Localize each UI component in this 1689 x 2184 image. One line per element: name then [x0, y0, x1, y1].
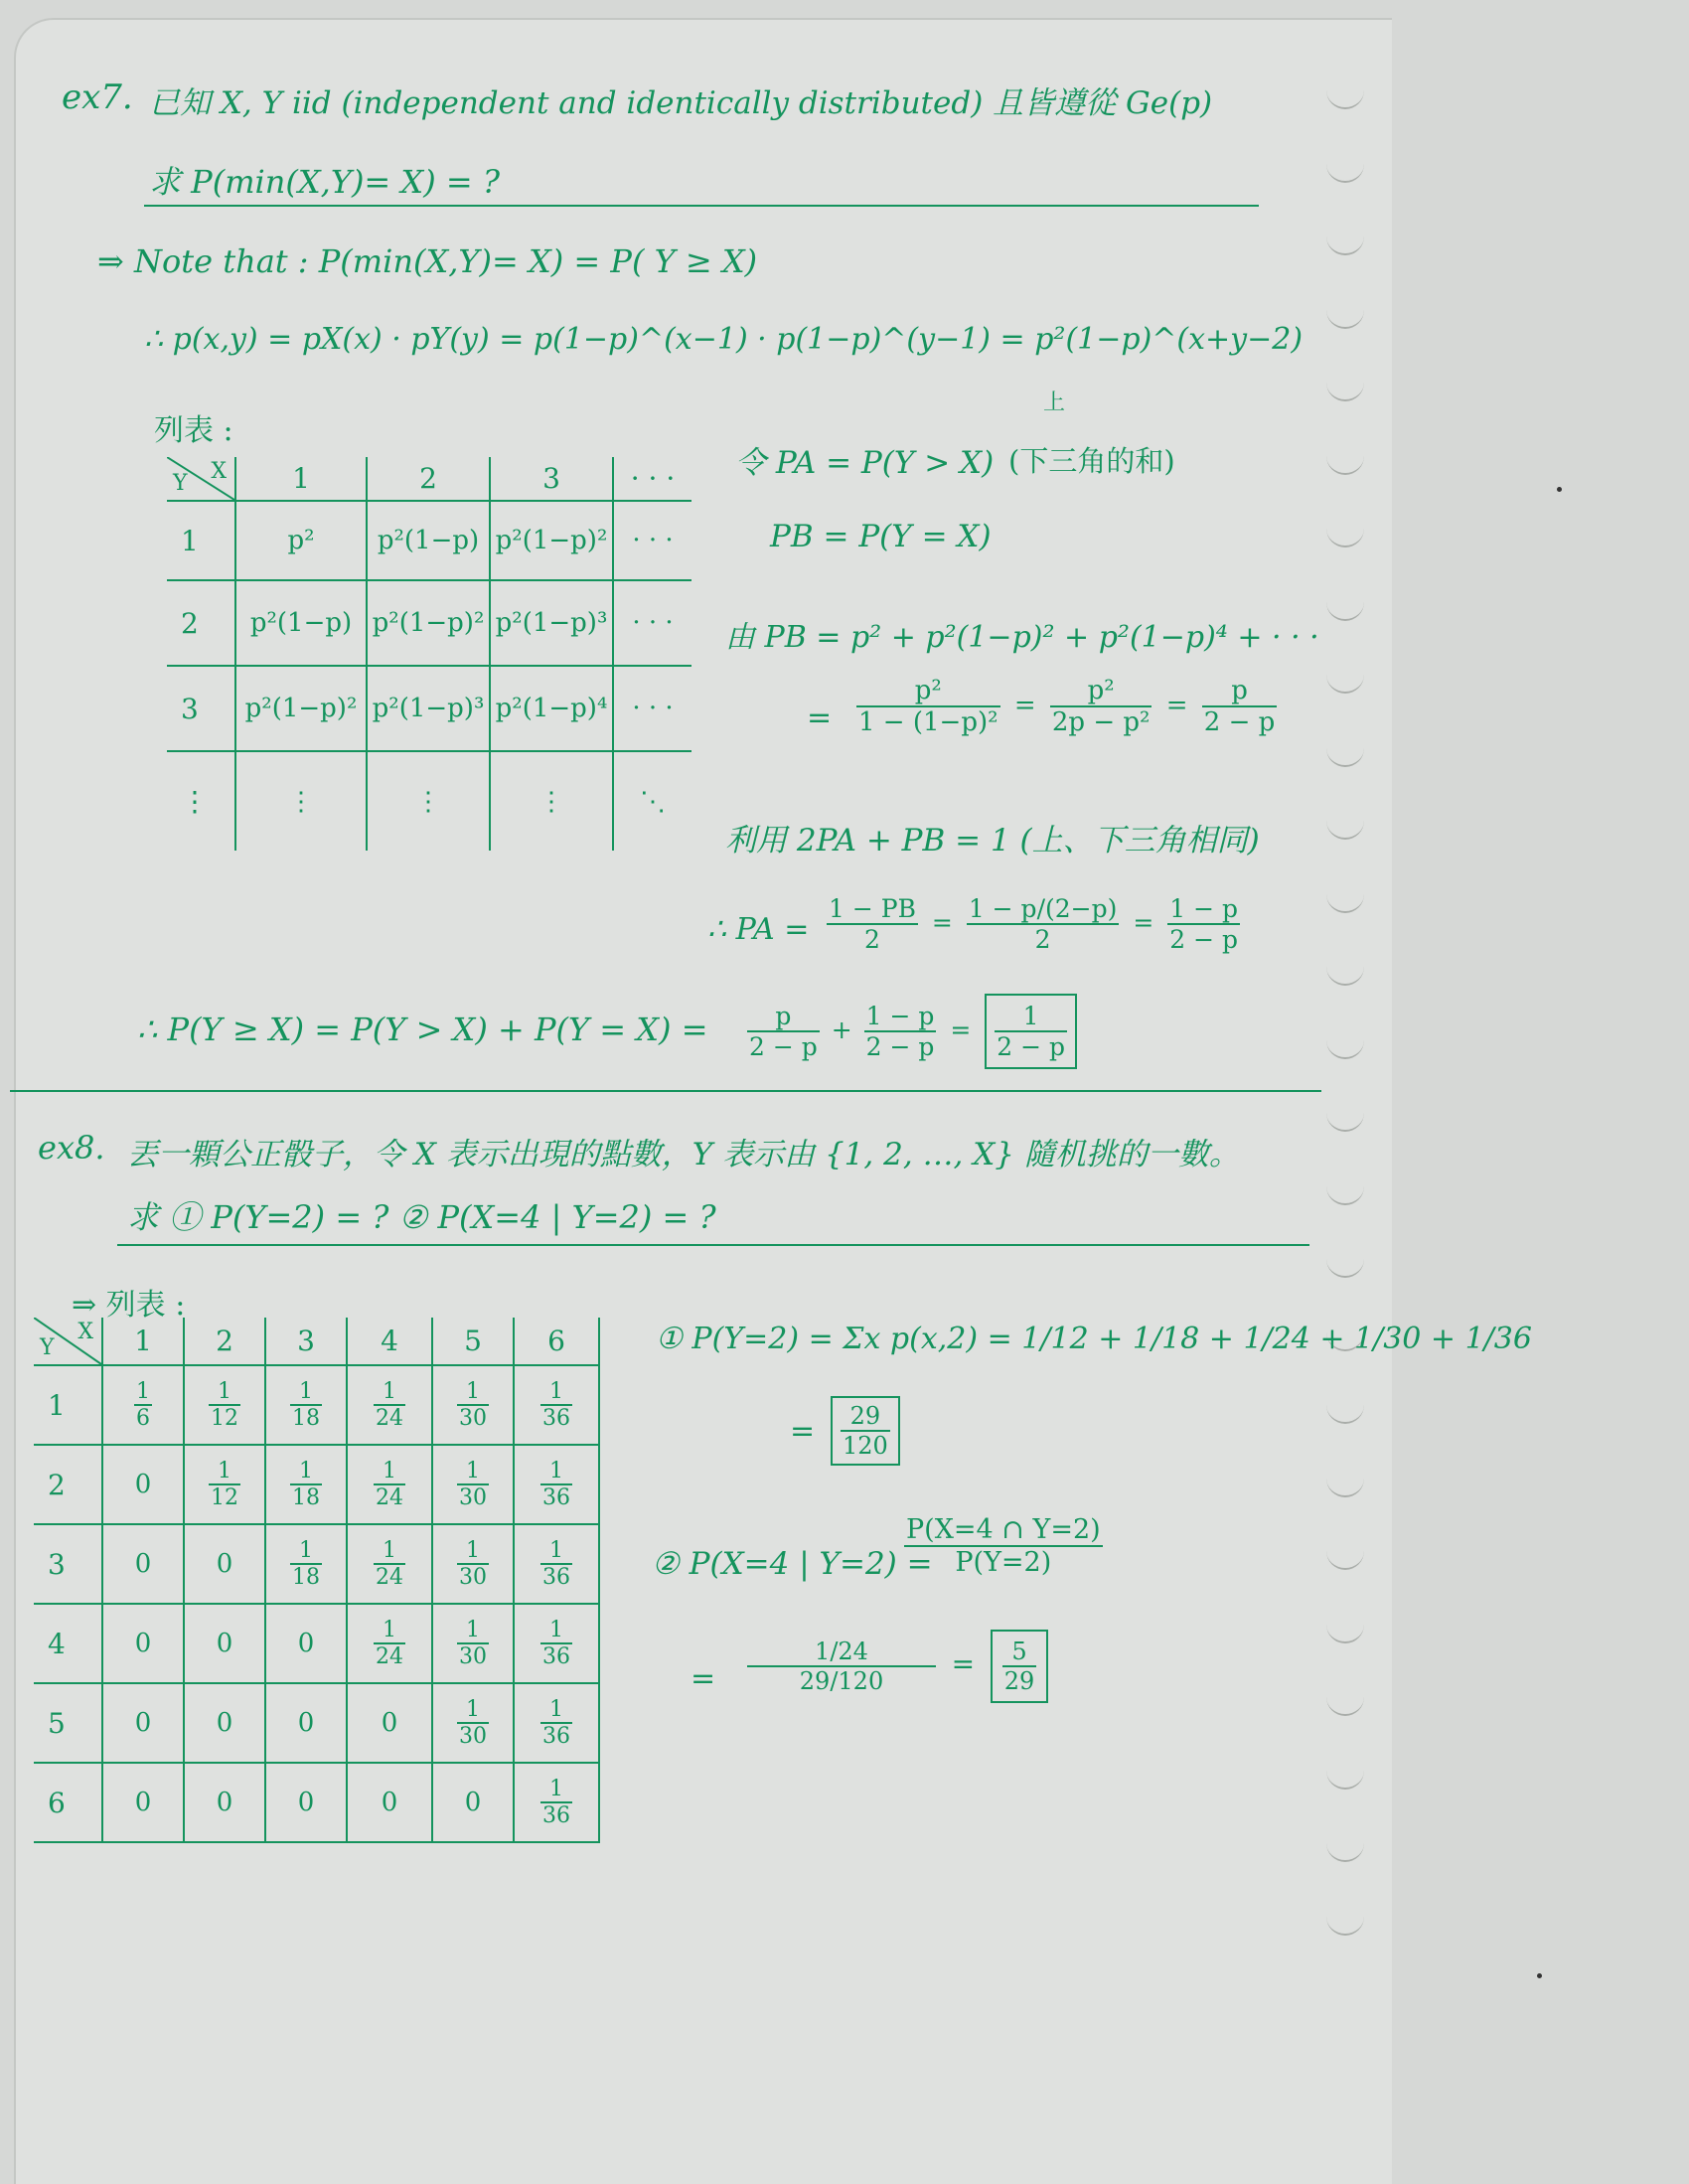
ex8-cell: 0	[102, 1445, 184, 1524]
cell-fraction: $\frac{1}{18}$	[292, 1538, 320, 1590]
cell-fraction: $\frac{1}{30}$	[459, 1459, 487, 1510]
ex7-table-corner	[167, 457, 235, 501]
ex8-label: ex8.	[38, 1129, 105, 1167]
ex8-cell: 0	[102, 1524, 184, 1604]
ex8-cell	[265, 1524, 347, 1604]
ex7-cell: p²(1−p)	[235, 580, 367, 666]
pb-equals: =	[807, 701, 833, 735]
ex8-cell	[432, 1365, 514, 1445]
ex8-cell	[514, 1763, 599, 1842]
ex8-cell: 0	[347, 1683, 432, 1763]
ex7-row-header: 1	[167, 501, 235, 580]
numerator: 1	[995, 1002, 1067, 1032]
ex8-cell: 0	[265, 1763, 347, 1842]
ex7-label: ex7.	[62, 78, 133, 117]
ex8-cell	[265, 1365, 347, 1445]
ex8-col-header: 4	[347, 1318, 432, 1365]
ex8-cell: 0	[184, 1524, 265, 1604]
q1-line: ① P(Y=2) = Σx p(x,2) = 1/12 + 1/18 + 1/24 + 1/30 + 1/36	[656, 1322, 1532, 1356]
numerator: 29	[841, 1402, 890, 1432]
ex8-cell	[347, 1604, 432, 1683]
speck	[1537, 1973, 1542, 1978]
cell-fraction: $\frac{1}{36}$	[542, 1697, 570, 1749]
ex7-joint-table	[167, 457, 691, 851]
numerator: P(X=4 ∩ Y=2)	[906, 1514, 1101, 1545]
ex8-cell: 0	[102, 1604, 184, 1683]
ex7-cell: p²	[235, 501, 367, 580]
ex8-row-header: 4	[34, 1604, 102, 1683]
pb-fraction-1: $\frac{\text{p²}}{\text{1 − (1−p)²}}$ = $\frac{\text{p²}}{\text{2p − p²}}$ = $\frac{p}{2 - p}$	[858, 676, 1276, 737]
ex8-cell	[347, 1445, 432, 1524]
cell-fraction: $\frac{1}{24}$	[376, 1379, 403, 1431]
numerator: 1 − p	[865, 1002, 935, 1030]
q2-value-fraction	[747, 1630, 1048, 1703]
ex7-cell: p²(1−p)³	[490, 580, 613, 666]
denominator: 2 − p	[749, 1032, 818, 1061]
cell-fraction: $\frac{1}{18}$	[292, 1459, 320, 1510]
cell-fraction: $\frac{1}{30}$	[459, 1697, 487, 1749]
ex7-final-lhs: ∴ P(Y ≥ X) = P(Y > X) + P(Y = X) =	[137, 1011, 708, 1048]
numerator: 1 − p/(2−p)	[968, 894, 1118, 923]
denominator: 2 − p	[1169, 925, 1238, 954]
numerator: 1 − p	[1169, 894, 1238, 923]
ex8-row-header: 3	[34, 1524, 102, 1604]
ex8-cell	[514, 1683, 599, 1763]
ex7-question-underline	[144, 205, 1259, 207]
ex8-cell: 0	[102, 1763, 184, 1842]
ex8-cell	[347, 1524, 432, 1604]
numerator: 1 − PB	[829, 894, 916, 923]
ex8-row-header: 1	[34, 1365, 102, 1445]
ex8-cell: 0	[184, 1604, 265, 1683]
q2-answer-box	[991, 1630, 1049, 1703]
corner-x-label: X	[77, 1320, 93, 1344]
cell-fraction: $\frac{1}{36}$	[542, 1538, 570, 1590]
ex8-cell	[432, 1683, 514, 1763]
ex8-row-header: 5	[34, 1683, 102, 1763]
q1-answer-box	[831, 1396, 900, 1466]
ex8-cell	[432, 1445, 514, 1524]
speck	[1557, 487, 1562, 492]
ex8-row-header: 2	[34, 1445, 102, 1524]
ex7-final-fractions: $\frac{p}{2 - p}$ + $\frac{1 - p}{2 - p}$ = $\frac{1}{2 - p}$	[747, 994, 1077, 1069]
cell-fraction: $\frac{1}{12}$	[211, 1379, 238, 1431]
denominator: 2	[864, 925, 880, 954]
ex8-cell	[514, 1445, 599, 1524]
numerator: 5	[1002, 1638, 1037, 1667]
ex8-cell	[432, 1604, 514, 1683]
ex7-cell: · · ·	[613, 580, 691, 666]
denominator: 2	[1034, 925, 1051, 954]
ex8-table-title: ⇒ 列表 :	[72, 1288, 186, 1323]
ex8-cell: 0	[265, 1604, 347, 1683]
equals-sign: =	[951, 1646, 976, 1680]
ex7-cell: ⋱	[613, 751, 691, 851]
denominator: 29/120	[799, 1667, 884, 1695]
cell-fraction: $\frac{1}{36}$	[542, 1618, 570, 1669]
cell-fraction: $\frac{1}{30}$	[459, 1379, 487, 1431]
pa-definition: 令 PA = P(Y > X)	[735, 445, 995, 481]
ex7-joint-pmf: ∴ p(x,y) = pX(x) · pY(y) = p(1−p)^(x−1) · p(1−p)^(y−1) = p²(1−p)^(x+y−2)	[144, 322, 1304, 357]
ex7-cell: · · ·	[613, 666, 691, 751]
denominator: 2p − p²	[1051, 707, 1151, 737]
ex8-cell	[514, 1604, 599, 1683]
numerator: p	[747, 1002, 820, 1032]
pa-note: (下三角的和)	[1008, 444, 1175, 478]
pa-calc-fractions: $\frac{1 - PB}{2}$ = $\frac{1 - p/(2-p)}{2}$ = $\frac{1 - p}{2 - p}$	[829, 894, 1238, 954]
numerator: p	[1202, 676, 1278, 707]
ex8-cell	[514, 1524, 599, 1604]
ex7-cell: ⋮	[235, 751, 367, 851]
ex7-cell: ⋮	[490, 751, 613, 851]
ex8-cell	[184, 1365, 265, 1445]
numerator: p²	[856, 676, 1000, 707]
ex7-cell: p²(1−p)⁴	[490, 666, 613, 751]
ex7-table-title: 列表 :	[154, 413, 233, 448]
cell-fraction: $\frac{1}{30}$	[459, 1618, 487, 1669]
ex8-cell: 0	[347, 1763, 432, 1842]
pb-definition: PB = P(Y = X)	[770, 519, 992, 554]
ex7-question: 求 P(min(X,Y)= X) = ?	[149, 163, 500, 201]
numerator: 1/24	[747, 1638, 936, 1667]
cell-fraction: $\frac{1}{6}$	[136, 1379, 150, 1431]
ex8-col-header: 5	[432, 1318, 514, 1365]
ex8-cell: 0	[184, 1683, 265, 1763]
cell-fraction: $\frac{1}{18}$	[292, 1379, 320, 1431]
cell-fraction: $\frac{1}{36}$	[542, 1379, 570, 1431]
cell-fraction: $\frac{1}{30}$	[459, 1538, 487, 1590]
ex8-cell	[514, 1365, 599, 1445]
q2-equals: =	[691, 1661, 716, 1696]
ex7-final-answer-box	[985, 994, 1077, 1069]
denominator: 2 − p	[1203, 707, 1276, 737]
ex8-cell: 0	[102, 1683, 184, 1763]
ex8-row-header: 6	[34, 1763, 102, 1842]
ex7-cell: · · ·	[613, 501, 691, 580]
ex7-cell: p²(1−p)²	[367, 580, 490, 666]
denominator: 29	[1003, 1667, 1035, 1695]
ex7-note: ⇒ Note that : P(min(X,Y)= X) = P( Y ≥ X)	[97, 242, 758, 280]
ex8-cell: 0	[432, 1763, 514, 1842]
cell-fraction: $\frac{1}{12}$	[211, 1459, 238, 1510]
ex8-table-corner	[34, 1318, 102, 1365]
ex7-cell: p²(1−p)³	[367, 666, 490, 751]
ex7-col-header: · · ·	[613, 457, 691, 501]
cell-fraction: $\frac{1}{24}$	[376, 1538, 403, 1590]
ex7-row-header: ⋮	[167, 751, 235, 851]
cell-fraction: $\frac{1}{24}$	[376, 1618, 403, 1669]
denominator: 2 − p	[997, 1032, 1065, 1061]
ex8-col-header: 2	[184, 1318, 265, 1365]
plus-sign: +	[831, 1014, 852, 1044]
corner-y-label: Y	[40, 1335, 55, 1360]
ex8-joint-table	[34, 1318, 600, 1843]
q1-equals: =	[790, 1414, 816, 1449]
pb-series: 由 PB = p² + p²(1−p)² + p²(1−p)⁴ + · · ·	[725, 620, 1319, 655]
corner-y-label: Y	[173, 471, 188, 496]
cell-fraction: $\frac{1}{36}$	[542, 1459, 570, 1510]
numerator: p²	[1050, 676, 1152, 707]
pa-calc-lhs: ∴ PA =	[707, 912, 810, 947]
q2-conditional-fraction	[904, 1514, 1103, 1578]
corner-x-label: X	[211, 459, 227, 484]
ex7-col-header: 1	[235, 457, 367, 501]
section-divider	[10, 1090, 1321, 1092]
use-identity: 利用 2PA + PB = 1 (上、下三角相同)	[725, 823, 1260, 858]
ex8-col-header: 1	[102, 1318, 184, 1365]
ex7-row-header: 2	[167, 580, 235, 666]
ex8-col-header: 6	[514, 1318, 599, 1365]
ex8-cell	[347, 1365, 432, 1445]
denominator: 120	[843, 1432, 888, 1460]
ex8-cell: 0	[265, 1683, 347, 1763]
ex7-statement: 已知 X, Y iid (independent and identically distributed) 且皆遵從 Ge(p)	[149, 85, 1213, 121]
ex7-col-header: 2	[367, 457, 490, 501]
denominator: 1 − (1−p)²	[858, 707, 998, 737]
pa-note-above: 上	[1043, 390, 1066, 415]
ex8-cell	[184, 1445, 265, 1524]
ex7-row-header: 3	[167, 666, 235, 751]
ex8-cell	[432, 1524, 514, 1604]
ex7-cell: p²(1−p)²	[235, 666, 367, 751]
ex7-cell: p²(1−p)²	[490, 501, 613, 580]
denominator: 2 − p	[865, 1032, 935, 1061]
denominator: P(Y=2)	[955, 1547, 1052, 1578]
ex7-cell: ⋮	[367, 751, 490, 851]
cell-fraction: $\frac{1}{36}$	[542, 1777, 570, 1828]
ex8-cell	[102, 1365, 184, 1445]
q2-lhs: ② P(X=4 | Y=2) =	[652, 1546, 933, 1582]
ex7-cell: p²(1−p)	[367, 501, 490, 580]
ex8-cell	[265, 1445, 347, 1524]
ex8-statement: 丟一顆公正骰子，令 X 表示出現的點數，Y 表示由 {1, 2, …, X} 隨机挑的一數。	[127, 1137, 1240, 1172]
ex8-question: 求 ① P(Y=2) = ? ② P(X=4 | Y=2) = ?	[127, 1198, 716, 1236]
ex8-question-underline	[117, 1244, 1309, 1246]
ex8-cell: 0	[184, 1763, 265, 1842]
ex8-col-header: 3	[265, 1318, 347, 1365]
ex7-col-header: 3	[490, 457, 613, 501]
cell-fraction: $\frac{1}{24}$	[376, 1459, 403, 1510]
